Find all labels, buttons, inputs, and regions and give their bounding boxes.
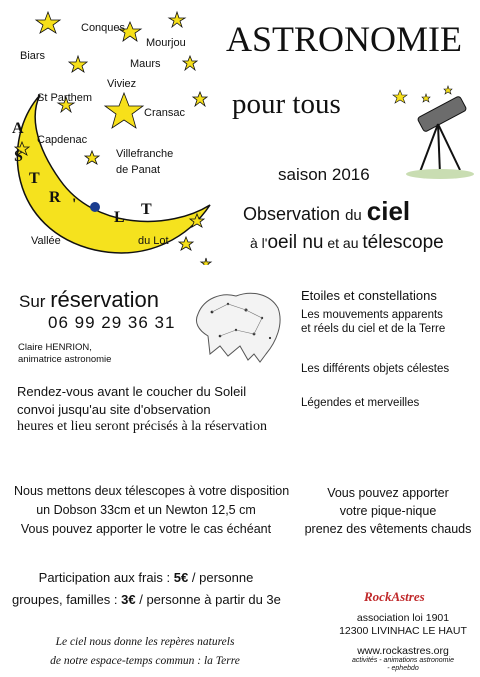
association-website[interactable]: www.rockastres.org	[357, 645, 449, 657]
fees-line-2-unit: / personne à partir du 3e	[139, 592, 281, 607]
rendezvous-line-2: convoi jusqu'au site d'observation	[17, 402, 211, 417]
rendezvous-line-1: Rendez-vous avant le coucher du Soleil	[17, 384, 247, 399]
star-icon	[169, 12, 185, 27]
moon-letter: L	[114, 209, 125, 226]
fees-line-2-price: 3€	[121, 592, 136, 607]
place-de-panat: de Panat	[116, 164, 161, 176]
oeil-a: à l'	[250, 235, 268, 251]
bring-line-2: votre pique-nique	[339, 504, 437, 518]
place-viviez: Viviez	[107, 78, 137, 90]
association-address: 12300 LIVINHAC LE HAUT	[339, 625, 467, 637]
rockastres-logo-text: RockAstres	[364, 589, 425, 604]
rockastres-logo	[364, 589, 425, 605]
moon-letter: T	[29, 170, 40, 187]
oeil-telescope: télescope	[362, 232, 444, 253]
quote-line-1: Le ciel nous donne les repères naturels	[55, 636, 235, 648]
moon-letter: '	[72, 196, 77, 213]
star-icon	[36, 12, 60, 33]
observation-line	[243, 196, 410, 227]
page-subtitle: pour tous	[232, 88, 341, 120]
program-objects: Les différents objets célestes	[301, 363, 450, 375]
place-st-parthem: St Parthem	[37, 92, 93, 104]
fees-line-2-label: groupes, familles :	[12, 592, 118, 607]
bring-line-1: Vous pouvez apporter	[327, 486, 449, 500]
star-icon	[179, 237, 193, 250]
sur-word: Sur	[19, 292, 46, 311]
moon-letter: R	[49, 189, 61, 206]
place-vallee: Vallée	[31, 235, 61, 247]
oeil-line	[250, 232, 444, 254]
page-title: ASTRONOMIE	[226, 19, 463, 59]
star-icon	[193, 92, 207, 106]
place-mourjou: Mourjou	[146, 37, 186, 49]
place-conques: Conques	[81, 22, 126, 34]
moon-letter	[89, 199, 101, 217]
constellation-bear-icon	[190, 284, 288, 366]
fees-line-1-label: Participation aux frais :	[38, 570, 171, 585]
place-maurs: Maurs	[130, 58, 161, 70]
moon-letter: T	[141, 201, 152, 218]
moon-letter: A	[12, 120, 24, 137]
fees-line-1-price: 5€	[173, 570, 189, 585]
telescopes-line-1: Nous mettons deux télescopes à votre disposition	[14, 484, 290, 498]
star-icon	[69, 56, 87, 72]
telescope-icon	[388, 84, 476, 180]
star-icon	[183, 56, 197, 70]
star-icon	[85, 151, 99, 164]
program-legends: Légendes et merveilles	[301, 397, 420, 409]
obs-du: du	[345, 207, 362, 224]
moon-letter: S	[14, 148, 23, 165]
oeil-et: et au	[327, 235, 359, 251]
season-label: saison 2016	[278, 165, 370, 184]
telescopes-line-2: un Dobson 33cm et un Newton 12,5 cm	[36, 503, 256, 517]
star-icon	[105, 93, 143, 128]
contact-name: Claire HENRION,	[18, 342, 92, 353]
program-stars: Etoiles et constellations	[301, 288, 437, 303]
quote-line-2: de notre espace-temps commun : la Terre	[50, 655, 240, 667]
association-tag-1: activités - animations astronomie	[352, 657, 454, 664]
program-movements-2: et réels du ciel et de la Terre	[301, 323, 446, 335]
association-type: association loi 1901	[356, 612, 450, 624]
obs-word: Observation	[243, 204, 341, 224]
rendezvous-line-3: heures et lieu seront précisés à la réservation	[17, 419, 267, 434]
fees-line-1-unit: / personne	[191, 570, 254, 585]
oeil-nu: oeil nu	[267, 232, 324, 253]
place-capdenac: Capdenac	[37, 134, 88, 146]
program-movements-1: Les mouvements apparents	[301, 309, 443, 321]
place-biars: Biars	[20, 50, 46, 62]
place-villefranche: Villefranche	[116, 148, 174, 160]
star-icon	[201, 258, 211, 265]
reservation-heading	[19, 287, 159, 313]
reservation-word: réservation	[50, 287, 160, 312]
obs-ciel: ciel	[366, 196, 411, 226]
fees-line-2	[12, 590, 280, 610]
association-tag-2: - ephebdo	[387, 665, 419, 672]
telescopes-line-3: Vous pouvez apporter le votre le cas échéant	[20, 522, 272, 536]
fees-line-1	[20, 568, 272, 588]
bring-line-3: prenez des vêtements chauds	[304, 522, 472, 536]
place-cransac: Cransac	[144, 107, 185, 119]
phone-number: 06 99 29 36 31	[48, 313, 176, 332]
contact-role: animatrice astronomie	[18, 354, 112, 365]
place-du-lot: du Lot	[138, 235, 169, 247]
